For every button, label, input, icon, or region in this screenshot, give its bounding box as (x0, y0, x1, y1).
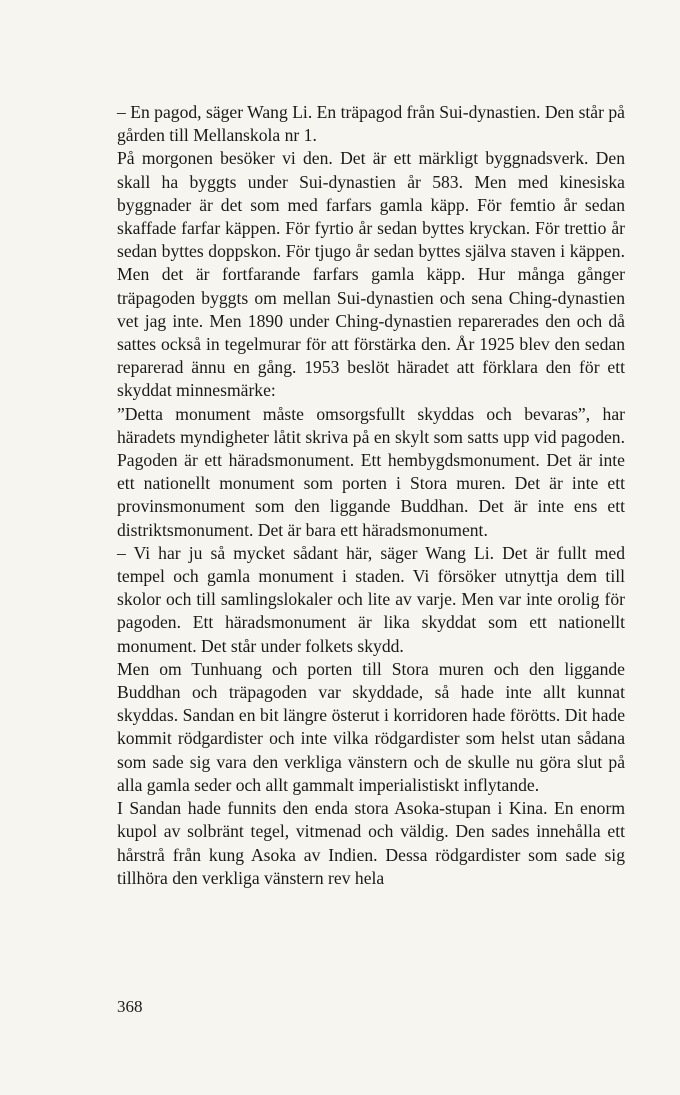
body-text (117, 101, 625, 890)
paragraph-2: På morgonen besöker vi den. Det är ett märkligt byggnadsverk. Den skall ha byggts under Sui-dynastien år 583. Men med kinesiska byggnader är det som med farfars gamla käpp. För femtio år sedan skaffade farfar käppen. För fyrtio år sedan byttes kryckan. För trettio år sedan byttes doppskon. För tjugo år sedan byttes själva staven i käppen. Men det är fortfarande farfars gamla käpp. Hur många gånger träpagoden byggts om mellan Sui-dynastien och sena Ching-dynastien vet jag inte. Men 1890 under Ching-dynastien reparerades den och då sattes också in tegelmurar för att förstärka den. År 1925 blev den sedan reparerad ännu en gång. 1953 beslöt häradet att förklara den för ett skyddat minnesmärke: (117, 148, 625, 401)
paragraph-4: – Vi har ju så mycket sådant här, säger Wang Li. Det är fullt med tempel och gamla monument i staden. Vi försöker utnyttja dem till skolor och till samlingslokaler och lite av varje. Men var inte orolig för pagoden. Ett häradsmonument är lika skyddat som ett nationellt monument. Det står under folkets skydd. (117, 542, 625, 656)
paragraph-5: Men om Tunhuang och porten till Stora muren och den liggande Buddhan och träpagoden var skyddade, så hade inte allt kunnat skyddas. Sandan en bit längre österut i korridoren hade förötts. Dit hade kommit rödgardister och inte vilka rödgardister som helst utan sådana som sade sig vara den verkliga vänstern och de skulle nu göra slut på alla gamla seder och allt gammalt imperialistiskt inflytande. (117, 658, 625, 795)
paragraph-1: – En pagod, säger Wang Li. En träpagod från Sui-dynastien. Den står på gården till Mellanskola nr 1. (117, 102, 625, 146)
page-number: 368 (117, 997, 143, 1016)
paragraph-3: ”Detta monument måste omsorgsfullt skyddas och bevaras”, har häradets myndigheter låtit skriva på en skylt som satts upp vid pagoden. Pagoden är ett häradsmonument. Ett hembygdsmonument. Det är inte ett nationellt monument som porten i Stora muren. Det är inte ett provinsmonument som den liggande Buddhan. Det är inte ens ett distriktsmonument. Det är bara ett häradsmonument. (117, 403, 625, 540)
paragraph-6: I Sandan hade funnits den enda stora Asoka-stupan i Kina. En enorm kupol av solbränt tegel, vitmenad och väldig. Den sades innehålla ett hårstrå från kung Asoka av Indien. Dessa rödgardister som sade sig tillhöra den verkliga vänstern rev hela (117, 798, 625, 888)
